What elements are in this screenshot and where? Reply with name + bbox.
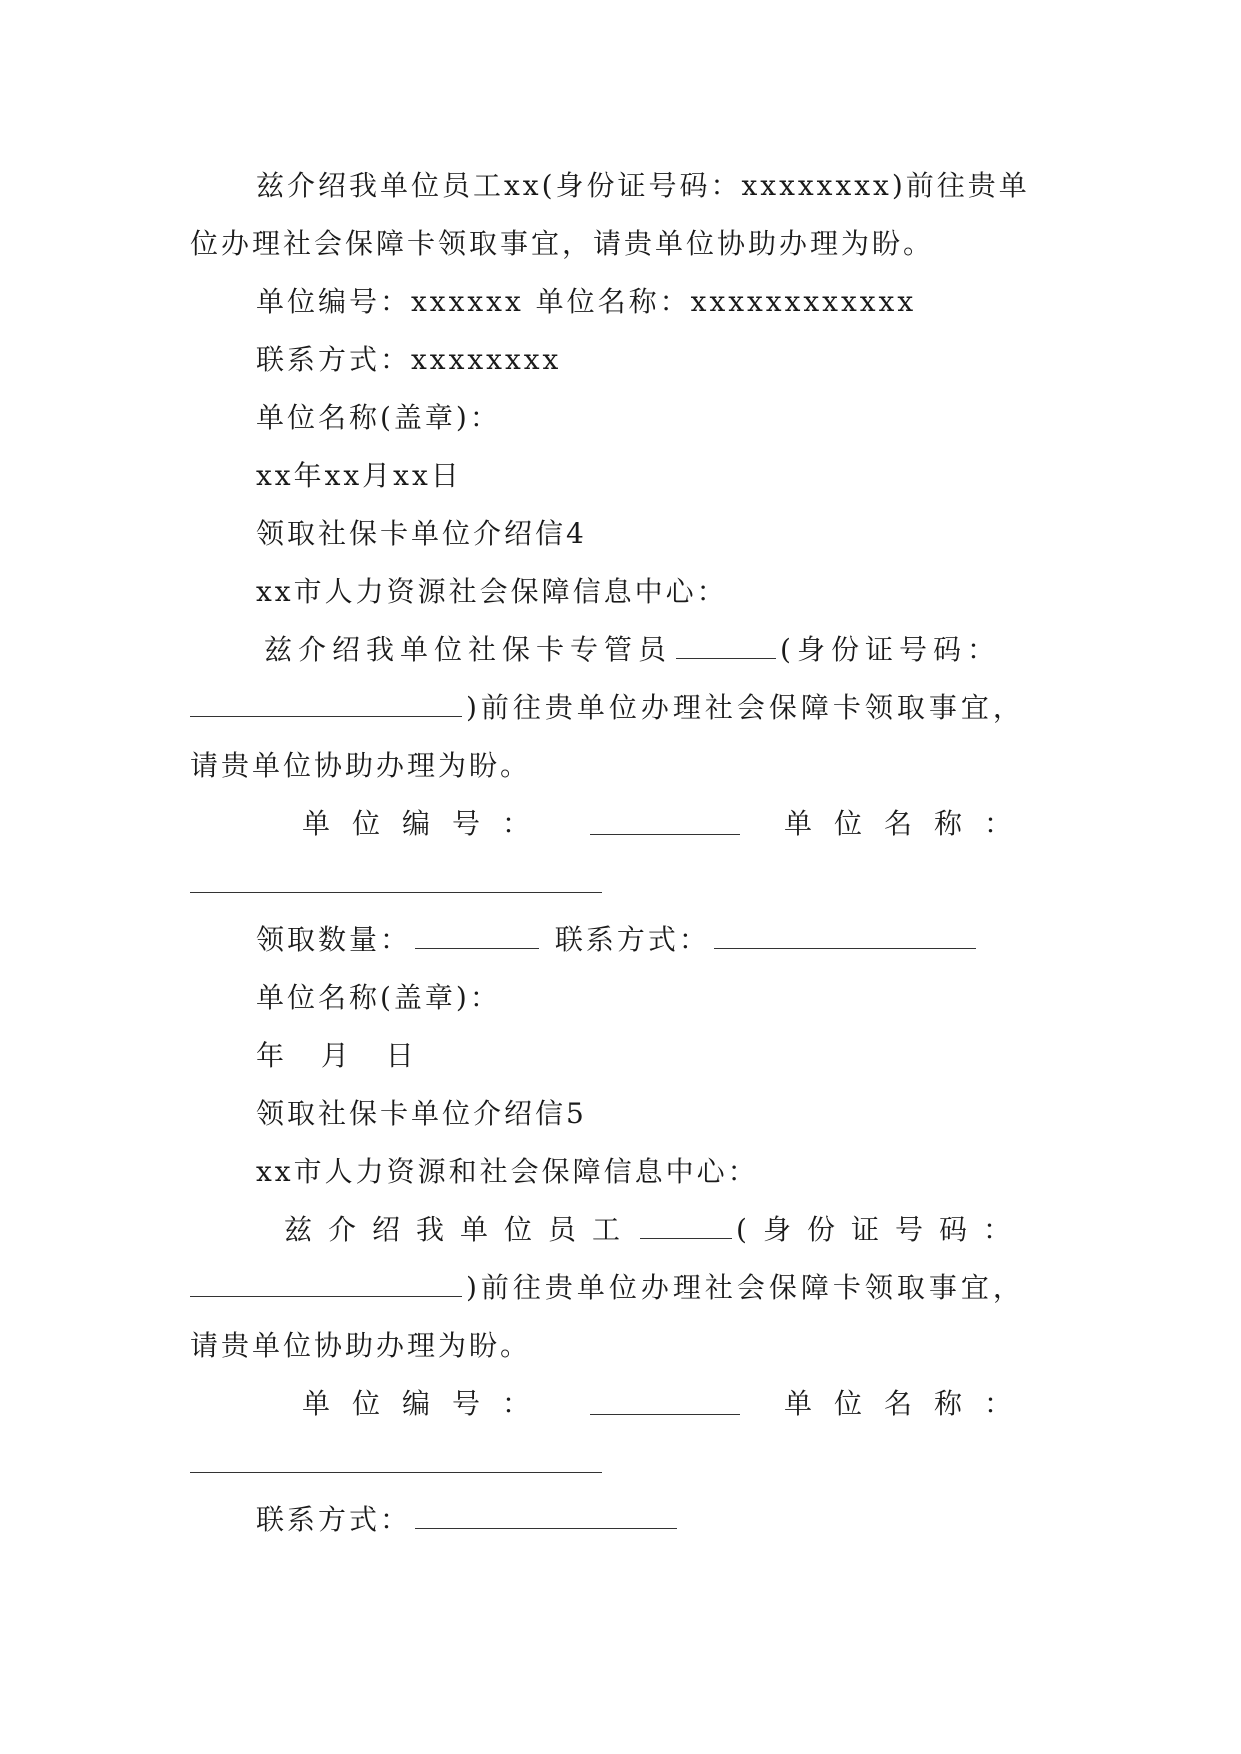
employee-name-blank — [640, 1214, 732, 1239]
contact-blank — [415, 1504, 677, 1529]
letter4-unit-no-blank — [590, 834, 740, 835]
letter3-para-line1: 兹介绍我单位员工xx(身份证号码：xxxxxxxx)前往贵单 — [256, 169, 1030, 202]
letter3-unit-line: 单位编号：xxxxxx 单位名称：xxxxxxxxxxxx — [256, 285, 917, 318]
letter4-unit-name-blank — [190, 892, 602, 893]
letter5-para-line3: 请贵单位协助办理为盼。 — [190, 1329, 532, 1362]
letter3-date-line: xx年xx月xx日 — [256, 459, 462, 492]
id-number-blank — [190, 692, 462, 717]
letter5-unit-name-label: 单位名称： — [784, 1387, 1035, 1420]
letter5-para-line1-text-a: 兹介绍我单位员工 — [284, 1213, 637, 1246]
letter4-contact-label: 联系方式： — [554, 923, 710, 956]
letter4-unit-name-label: 单位名称： — [784, 807, 1035, 840]
letter4-qty-contact-line — [256, 920, 980, 960]
letter4-para-line1 — [264, 630, 1001, 670]
letter4-para-line3: 请贵单位协助办理为盼。 — [190, 749, 532, 782]
letter5-unit-name-blank — [190, 1472, 602, 1473]
letter4-seal-line: 单位名称(盖章)： — [256, 981, 501, 1014]
letter5-unit-no-label: 单位编号： — [302, 1387, 553, 1420]
letter4-addressee: xx市人力资源社会保障信息中心： — [256, 575, 728, 608]
letter3-seal-line: 单位名称(盖章)： — [256, 401, 501, 434]
contact-blank — [714, 924, 976, 949]
letter5-para-line1-text-b: (身份证号码： — [736, 1213, 1027, 1246]
letter4-heading: 领取社保卡单位介绍信4 — [256, 517, 587, 550]
letter3-contact-line: 联系方式：xxxxxxxx — [256, 343, 562, 376]
letter4-date-line: 年 月 日 — [256, 1039, 428, 1072]
letter5-heading: 领取社保卡单位介绍信5 — [256, 1097, 587, 1130]
letter4-para-line2 — [190, 688, 1025, 728]
letter4-qty-label: 领取数量： — [256, 923, 412, 956]
letter4-para-line1-text-a: 兹介绍我单位社保卡专管员 — [264, 633, 673, 666]
letter4-para-line1-text-b: (身份证号码： — [780, 633, 1001, 666]
letter5-para-line1 — [284, 1210, 1027, 1250]
letter5-addressee: xx市人力资源和社会保障信息中心： — [256, 1155, 759, 1188]
id-number-blank — [190, 1272, 462, 1297]
letter5-contact-line — [256, 1500, 681, 1540]
letter3-para-line2: 位办理社会保障卡领取事宜，请贵单位协助办理为盼。 — [190, 227, 935, 260]
letter5-para-line2-text: )前往贵单位办理社会保障卡领取事宜， — [466, 1271, 1025, 1304]
employee-name-blank — [676, 634, 776, 659]
letter5-para-line2 — [190, 1268, 1025, 1308]
quantity-blank — [415, 924, 539, 949]
letter4-para-line2-text: )前往贵单位办理社会保障卡领取事宜， — [466, 691, 1025, 724]
letter5-unit-no-blank — [590, 1414, 740, 1415]
letter5-contact-label: 联系方式： — [256, 1503, 412, 1536]
letter4-unit-no-label: 单位编号： — [302, 807, 553, 840]
